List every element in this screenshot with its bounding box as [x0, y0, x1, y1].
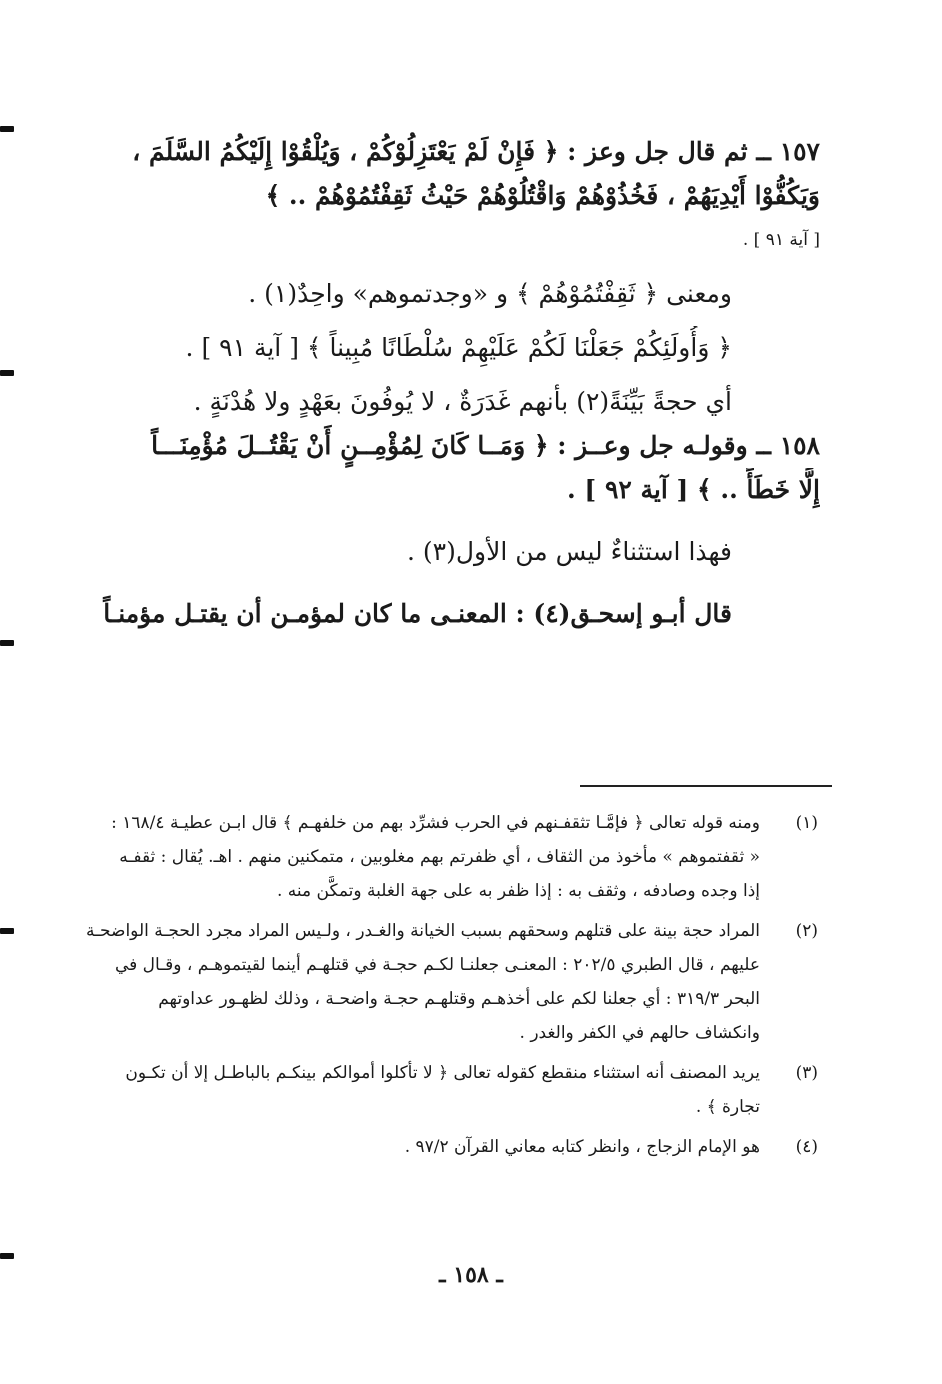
footnote-4	[70, 1130, 818, 1164]
commentary-verse-line: ﴿ وَأُولَئِكُمْ جَعَلْنَا لَكُمْ عَلَيْهِمْ سُلْطَانًا مُبِيناً ﴾ [ آية ٩١ ] .	[185, 333, 732, 362]
scan-edge-mark	[0, 370, 14, 376]
page-number: ـ ١٥٨ ـ	[439, 1262, 503, 1288]
commentary-line: أي حجةً بَيِّنَةً(٢) بأنهم غَدَرَةٌ ، لا يُوفُونَ بعَهْدٍ ولا هُدْنَةٍ .	[193, 387, 732, 416]
footnote-line: هو الإمام الزجاج ، وانظر كتابه معاني القرآن ٩٧/٢ .	[404, 1137, 760, 1157]
footnote-number: (٢)	[795, 921, 818, 941]
footnote-number: (٤)	[795, 1137, 818, 1157]
entry-verse-line: إِلَّا خَطَأً .. ﴾ [ آية ٩٢ ] .	[566, 475, 820, 504]
scan-edge-mark	[0, 928, 14, 934]
footnote-number: (٣)	[795, 1063, 818, 1083]
scan-edge-mark	[0, 640, 14, 646]
footnote-line: المراد حجة بينة على قتلهم وسحقهم بسبب الخيانة والغـدر ، ولـيس المراد مجرد الحجـة الواضحـة	[85, 921, 760, 941]
commentary-line: فهذا استثناءٌ ليس من الأول(٣) .	[407, 537, 732, 566]
footnote-line: تجارة ﴾ .	[695, 1097, 760, 1117]
scan-edge-mark	[0, 1253, 14, 1259]
entry-heading-line: ١٥٧ ــ ثم قال جل وعز : ﴿ فَإِنْ لَمْ يَعْتَزِلُوْكُمْ ، وَيُلْقُوْا إِلَيْكُمُ السَّلَمَ ،	[132, 137, 820, 166]
scan-edge-mark	[0, 126, 14, 132]
footnote-line: يريد المصنف أنه استثناء منقطع كقوله تعالى ﴿ لا تأكلوا أموالكم بينكـم بالباطـل إلا أن تكـون	[125, 1063, 760, 1083]
entry-157	[70, 130, 820, 424]
footnote-1	[70, 806, 818, 908]
footnote-line: إذا وجده وصادفه ، وثقف به : إذا ظفر به على جهة الغلبة وتمكَّن منه .	[276, 881, 760, 901]
footnote-line: البحر ٣١٩/٣ : أي جعلنا لكم على أخذهـم وقتلهـم حجـة واضحـة ، وذلك لظهـور عداوتهم	[158, 989, 760, 1009]
footnote-line: عليهم ، قال الطبري ٢٠٢/٥ : المعنـى جعلنـا لكـم حجـة في قتلهـم أينما لقيتموهـم ، وقـال في	[114, 955, 760, 975]
verse-reference: [ آية ٩١ ] .	[742, 230, 820, 250]
footnote-number: (١)	[795, 813, 818, 833]
main-text	[70, 130, 820, 636]
footnote-3	[70, 1056, 818, 1124]
footnote-divider	[580, 785, 832, 787]
footnote-2	[70, 914, 818, 1050]
entry-heading-line: ١٥٨ ــ وقولـه جل وعــز : ﴿ وَمَــا كَانَ لِمُؤْمِــنٍ أَنْ يَقْتُــلَ مُؤْمِنَـــاً	[151, 431, 820, 460]
footnote-line: وانكشاف حالهم في الكفر والغدر .	[519, 1023, 760, 1043]
footnote-line: « ثقفتموهم » مأخوذ من الثقاف ، أي ظفرتم بهم مغلوبين ، متمكنين منهم . اهـ. يُقال : ثقفـه	[119, 847, 760, 867]
commentary-line: ومعنى ﴿ ثَقِفْتُمُوْهُمْ ﴾ و «وجدتموهم» واحِدٌ(١) .	[248, 279, 732, 308]
entry-verse-line: وَيَكُفُّوْا أَيْدِيَهُمْ ، فَخُذُوْهُمْ وَاقْتُلُوْهُمْ حَيْثُ ثَقِفْتُمُوْهُمْ .. ﴾	[265, 181, 820, 210]
commentary-line: قال أبـو إسحـق(٤) : المعنـى ما كان لمؤمـن أن يقتـل مؤمنـاً	[103, 599, 732, 628]
footnotes	[70, 806, 818, 1170]
entry-158	[70, 424, 820, 636]
footnote-line: ومنه قوله تعالى ﴿ فإمَّـا تثقفـنهم في الحرب فشرِّد بهم من خلفهـم ﴾ قال ابـن عطيـة ١٦٨/٤ :	[111, 813, 760, 833]
